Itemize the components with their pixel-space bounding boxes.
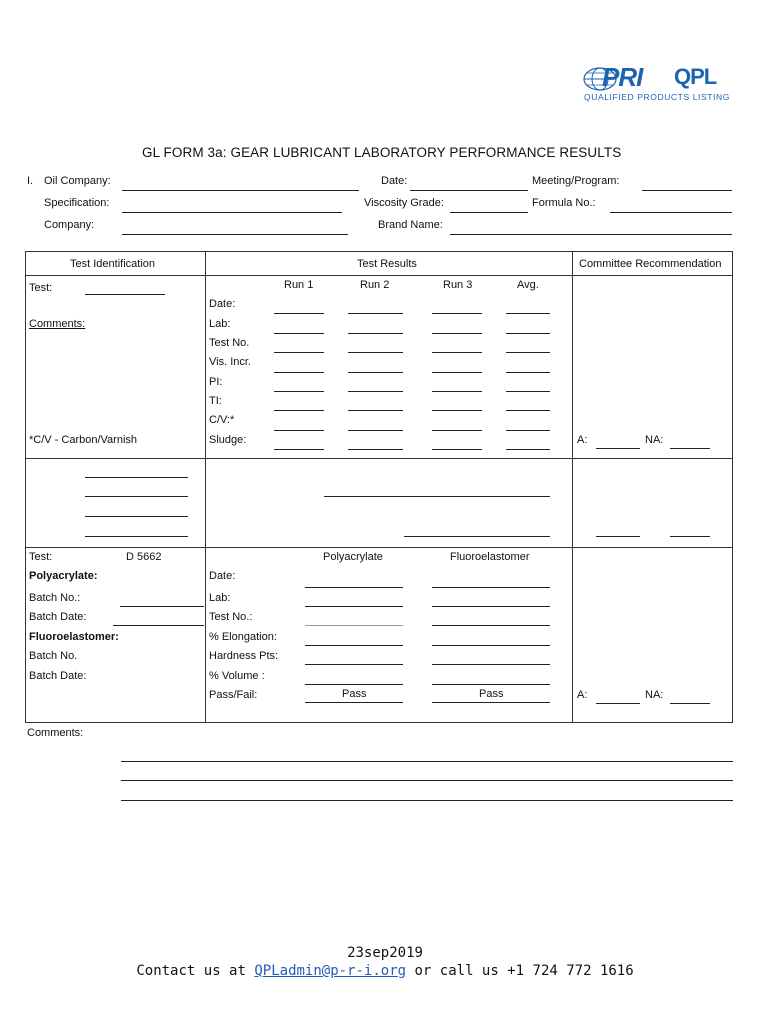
test-label: Test:: [29, 282, 53, 294]
logo-tagline: QUALIFIED PRODUCTS LISTING: [584, 92, 730, 102]
result-field[interactable]: [432, 391, 482, 392]
contact-prefix: Contact us at: [136, 963, 255, 979]
seal-test-label: Test:: [29, 551, 53, 563]
date-field[interactable]: [410, 190, 528, 191]
pass-field[interactable]: [432, 702, 550, 703]
seal-field[interactable]: [305, 587, 403, 588]
polyacrylate-header: Polyacrylate: [323, 551, 383, 563]
middle-field[interactable]: [404, 536, 550, 537]
table-divider: [25, 547, 733, 548]
result-field[interactable]: [432, 449, 482, 450]
result-field[interactable]: [432, 372, 482, 373]
date-label: Date:: [381, 175, 408, 187]
result-field[interactable]: [274, 430, 324, 431]
pass-fluoroelastomer: Pass: [479, 688, 504, 700]
header-committee: Committee Recommendation: [579, 258, 722, 270]
seal-na-field[interactable]: [670, 703, 710, 704]
result-field[interactable]: [506, 352, 550, 353]
seal-field[interactable]: [305, 645, 403, 646]
seal-field[interactable]: [305, 625, 403, 626]
result-field[interactable]: [348, 410, 403, 411]
seal-a-field[interactable]: [596, 703, 640, 704]
seal-row-lab: Lab:: [209, 592, 231, 604]
seal-row-date: Date:: [209, 570, 236, 582]
formula-field[interactable]: [610, 212, 732, 213]
row-label-cv: C/V:*: [209, 414, 235, 426]
row-label-pi: PI:: [209, 376, 223, 388]
a-field[interactable]: [596, 448, 640, 449]
result-field[interactable]: [432, 352, 482, 353]
section-number: I.: [27, 175, 34, 187]
signature-field[interactable]: [85, 536, 188, 537]
table-divider: [572, 251, 573, 723]
footer-contact: [0, 963, 770, 979]
logo-brand: PRI: [602, 62, 643, 92]
a-label: A:: [577, 434, 588, 446]
brand-field[interactable]: [450, 234, 732, 235]
oil-company-label: Oil Company:: [44, 175, 111, 187]
run-header: Run 3: [443, 279, 473, 291]
table-divider: [25, 275, 733, 276]
cv-note: *C/V - Carbon/Varnish: [29, 434, 138, 446]
formula-label: Formula No.:: [532, 197, 596, 209]
row-label-sludge: Sludge:: [209, 434, 247, 446]
row-label-vis-incr: Vis. Incr.: [209, 356, 251, 368]
result-field[interactable]: [274, 372, 324, 373]
result-field[interactable]: [348, 449, 403, 450]
middle-field[interactable]: [324, 496, 550, 497]
company-label: Company:: [44, 219, 95, 231]
seal-row-test-no: Test No.:: [209, 611, 253, 623]
seal-field[interactable]: [305, 684, 403, 685]
committee-field[interactable]: [596, 536, 640, 537]
seal-a-label: A:: [577, 689, 588, 701]
seal-row-elongation: % Elongation:: [209, 631, 277, 643]
seal-field[interactable]: [432, 625, 550, 626]
result-field[interactable]: [506, 449, 550, 450]
contact-suffix: or call us +1 724 772 1616: [406, 963, 634, 979]
seal-row-hardness: Hardness Pts:: [209, 650, 279, 662]
meeting-field[interactable]: [642, 190, 732, 191]
batch-no-field[interactable]: [120, 606, 204, 607]
seal-field[interactable]: [432, 684, 550, 685]
seal-test-value: D 5662: [126, 551, 162, 563]
seal-field[interactable]: [305, 664, 403, 665]
viscosity-field[interactable]: [450, 212, 528, 213]
specification-label: Specification:: [44, 197, 110, 209]
meeting-label: Meeting/Program:: [532, 175, 620, 187]
result-field[interactable]: [506, 333, 550, 334]
result-field[interactable]: [432, 410, 482, 411]
pass-polyacrylate: Pass: [342, 688, 367, 700]
footer-date: 23sep2019: [347, 945, 423, 961]
seal-na-label: NA:: [645, 689, 664, 701]
row-label-ti: TI:: [209, 395, 222, 407]
logo-product: QPL: [674, 64, 717, 89]
result-field[interactable]: [348, 430, 403, 431]
table-divider: [205, 251, 206, 723]
signature-field[interactable]: [85, 496, 188, 497]
test-field[interactable]: [85, 294, 165, 295]
result-field[interactable]: [506, 391, 550, 392]
results-table: [25, 251, 733, 723]
table-divider: [25, 458, 733, 459]
result-field[interactable]: [506, 430, 550, 431]
result-field[interactable]: [432, 430, 482, 431]
result-field[interactable]: [274, 352, 324, 353]
polyacrylate-label: Polyacrylate:: [29, 570, 98, 582]
pass-field[interactable]: [305, 702, 403, 703]
result-field[interactable]: [432, 313, 482, 314]
signature-field[interactable]: [85, 477, 188, 478]
result-field[interactable]: [506, 410, 550, 411]
seal-field[interactable]: [432, 587, 550, 588]
seal-field[interactable]: [432, 606, 550, 607]
result-field[interactable]: [274, 391, 324, 392]
form-title: GL FORM 3a: GEAR LUBRICANT LABORATORY PERFORMANCE RESULTS: [142, 145, 622, 160]
batch-date2-label: Batch Date:: [29, 670, 87, 682]
brand-label: Brand Name:: [378, 219, 443, 231]
comments-line[interactable]: [121, 780, 733, 781]
result-field[interactable]: [348, 313, 403, 314]
result-field[interactable]: [274, 333, 324, 334]
run-header: Run 2: [360, 279, 390, 291]
result-field[interactable]: [348, 391, 403, 392]
row-label-test-no: Test No.: [209, 337, 250, 349]
oil-company-field[interactable]: [122, 190, 359, 191]
fluoroelastomer-label: Fluoroelastomer:: [29, 631, 119, 643]
viscosity-label: Viscosity Grade:: [364, 197, 444, 209]
specification-field[interactable]: [122, 212, 342, 213]
result-field[interactable]: [274, 449, 324, 450]
result-field[interactable]: [348, 372, 403, 373]
comments-line[interactable]: [121, 761, 733, 762]
na-field[interactable]: [670, 448, 710, 449]
header-test-identification: Test Identification: [70, 258, 155, 270]
batch-no-label: Batch No.:: [29, 592, 81, 604]
result-field[interactable]: [348, 352, 403, 353]
logo: [582, 64, 732, 104]
seal-row-passfail: Pass/Fail:: [209, 689, 258, 701]
seal-field[interactable]: [305, 606, 403, 607]
fluoro-header: Fluoroelastomer: [450, 551, 530, 563]
run-header: Avg.: [517, 279, 539, 291]
comments-bottom-label: Comments:: [27, 727, 84, 739]
header-test-results: Test Results: [357, 258, 417, 270]
result-field[interactable]: [348, 333, 403, 334]
batch-no2-label: Batch No.: [29, 650, 78, 662]
result-field[interactable]: [506, 372, 550, 373]
committee-field[interactable]: [670, 536, 710, 537]
batch-date-field[interactable]: [113, 625, 204, 626]
batch-date-label: Batch Date:: [29, 611, 87, 623]
signature-field[interactable]: [85, 516, 188, 517]
comments-line[interactable]: [121, 800, 733, 801]
result-field[interactable]: [432, 333, 482, 334]
result-field[interactable]: [506, 313, 550, 314]
run-header: Run 1: [284, 279, 314, 291]
result-field[interactable]: [274, 313, 324, 314]
result-field[interactable]: [274, 410, 324, 411]
row-label-lab: Lab:: [209, 318, 231, 330]
seal-row-volume: % Volume :: [209, 670, 265, 682]
row-label-date: Date:: [209, 298, 236, 310]
comments-label: Comments:: [29, 318, 86, 330]
seal-field[interactable]: [432, 645, 550, 646]
seal-field[interactable]: [432, 664, 550, 665]
company-field[interactable]: [122, 234, 348, 235]
na-label: NA:: [645, 434, 664, 446]
email-link[interactable]: QPLadmin@p-r-i.org: [254, 963, 407, 979]
